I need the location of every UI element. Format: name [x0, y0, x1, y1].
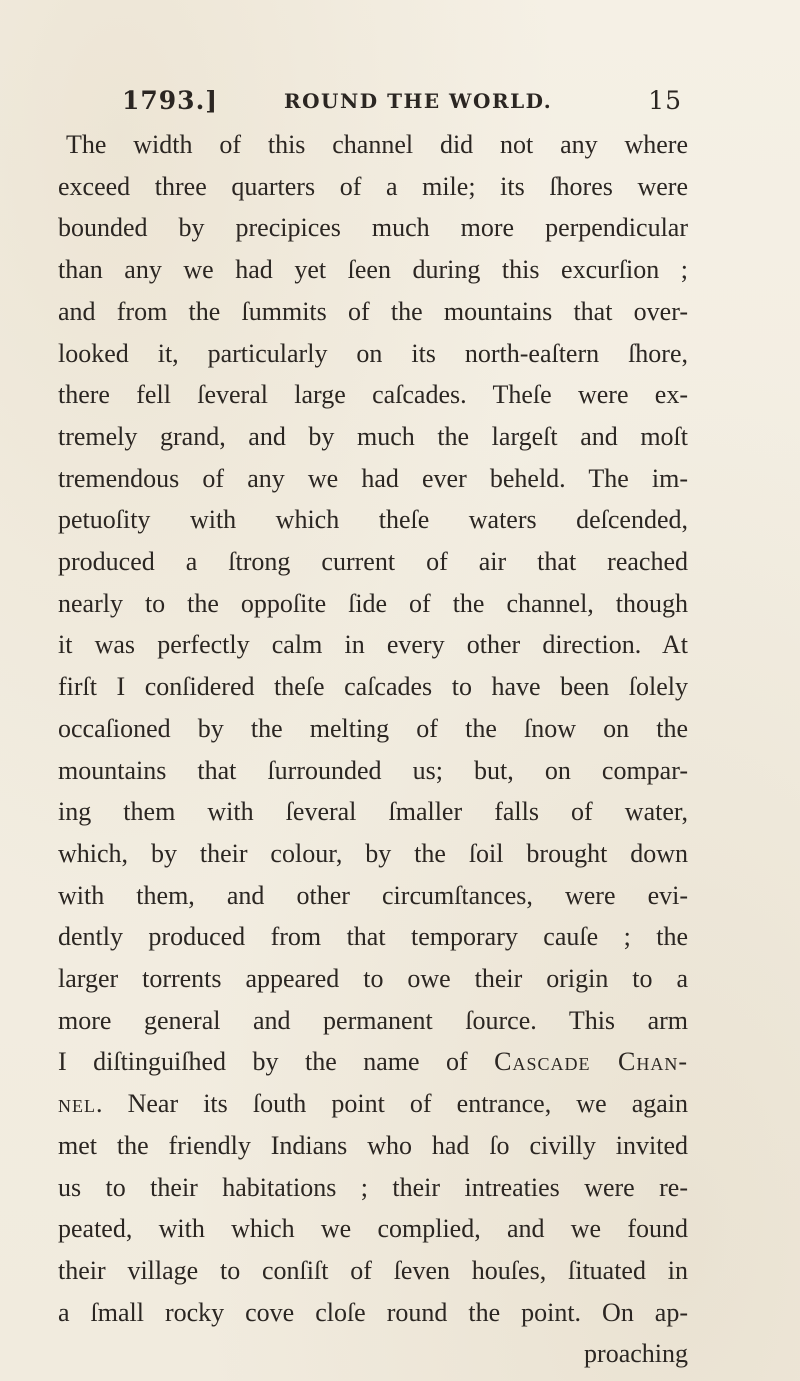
text-line: tremendous of any we had ever beheld. The im- [58, 463, 688, 493]
text-line: The width of this channel did not any where [66, 130, 688, 159]
text-line: a ſmall rocky cove cloſe round the point. On ap- [58, 1297, 688, 1327]
text-line: which, by their colour, by the ſoil brought down [58, 838, 688, 868]
text-line: with them, and other circumſtances, were evi- [58, 880, 688, 910]
text-line: firſt I conſidered theſe caſcades to have been ſolely [58, 672, 688, 702]
text-segment: . Near its ſouth point of entrance, we again [96, 1089, 688, 1119]
text-line: ing them with ſeveral ſmaller falls of water, [58, 797, 688, 827]
page-number: 15 [648, 86, 682, 115]
place-name-smallcaps: nel [58, 1089, 96, 1119]
text-line: than any we had yet ſeen during this excurſion ; [58, 255, 688, 285]
text-line: dently produced from that temporary cauſe ; the [58, 922, 688, 952]
text-line [58, 1041, 688, 1083]
text-line: bounded by precipices much more perpendicular [58, 213, 688, 243]
body-paragraph [58, 124, 688, 1375]
text-line: larger torrents appeared to owe their origin to a [58, 964, 688, 994]
text-line: tremely grand, and by much the largeſt and moſt [58, 421, 688, 451]
catchword: proaching [584, 1339, 688, 1369]
running-header [122, 86, 682, 120]
place-name-smallcaps: Cascade Chan- [494, 1047, 689, 1077]
text-line: nearly to the oppoſite ſide of the channel, though [58, 588, 688, 618]
text-line: petuoſity with which theſe waters deſcended, [58, 505, 688, 535]
header-title: ROUND THE WORLD. [284, 89, 553, 113]
text-line: produced a ſtrong current of air that reached [58, 547, 688, 577]
text-line: looked it, particularly on its north-eaſtern ſhore, [58, 338, 688, 368]
text-line: it was perfectly calm in every other direction. At [58, 630, 688, 660]
text-line: mountains that ſurrounded us; but, on compar- [58, 755, 688, 785]
text-line: exceed three quarters of a mile; its ſhores were [58, 171, 688, 201]
text-line: met the friendly Indians who had ſo civilly invited [58, 1130, 688, 1160]
text-segment: I diſtinguiſhed by the name of [58, 1047, 495, 1077]
header-year: 1793.] [122, 86, 219, 115]
text-line: there fell ſeveral large caſcades. Theſe were ex- [58, 380, 688, 410]
text-line [58, 1083, 688, 1125]
text-line: and from the ſummits of the mountains that over- [58, 296, 688, 326]
text-line: their village to conſiſt of ſeven houſes, ſituated in [58, 1255, 688, 1285]
text-line: occaſioned by the melting of the ſnow on the [58, 713, 688, 743]
text-line: more general and permanent ſource. This arm [58, 1005, 688, 1035]
text-line: us to their habitations ; their intreaties were re- [58, 1172, 688, 1202]
text-line: peated, with which we complied, and we found [58, 1214, 688, 1244]
